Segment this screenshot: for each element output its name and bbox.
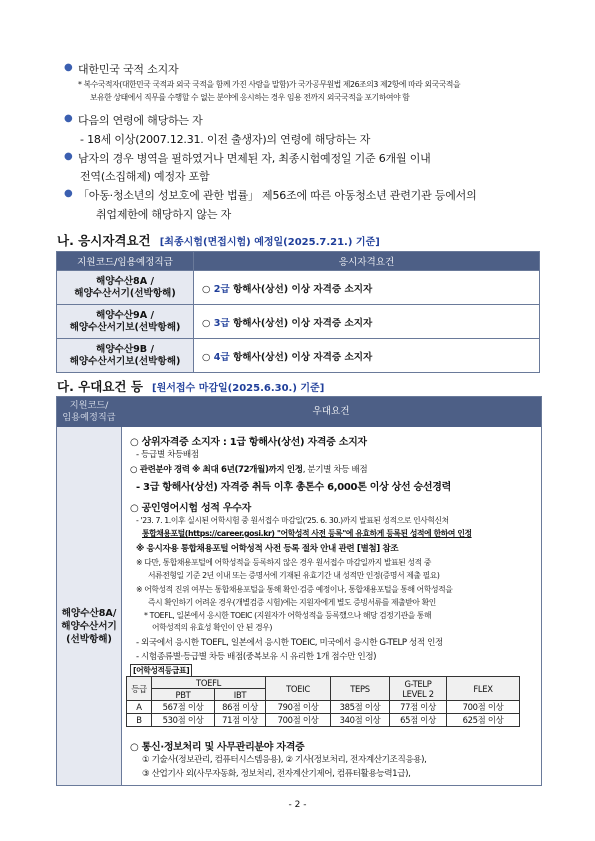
pref-line-8: ※ 응시자용 통합채용포털 어학성적 사전 등록 절차 안내 관련 [별첨] 참조 bbox=[136, 544, 399, 554]
section-na-heading bbox=[57, 230, 380, 249]
st-header-pbt: PBT bbox=[152, 689, 215, 701]
qt-header-req: 응시자격요건 bbox=[194, 252, 540, 271]
pref-line-9: ※ 다만, 통합채용포털에 어학성적을 등록하지 않은 경우 원서접수 마감일까지 발표된 성적 중 bbox=[136, 558, 431, 567]
st-cell: 700점 이상 bbox=[447, 701, 520, 714]
page-number: - 2 - bbox=[288, 800, 307, 810]
pref-line-6: - '23. 7. 1.이후 실시된 어학시험 중 원서접수 마감일('25. 6. 30.)까지 발표된 성적으로 인사혁신처 bbox=[136, 516, 449, 525]
nationality-note-2: 보유한 상태에서 직무를 수행할 수 없는 분야에 응시하는 경우 임용 전까지 외국국적을 포기하여야 함 bbox=[90, 93, 410, 102]
st-cell: 71점 이상 bbox=[215, 714, 266, 727]
st-cell: A bbox=[127, 701, 152, 714]
qt-req-cell: ○ 4급 항해사(상선) 이상 자격증 소지자 bbox=[194, 339, 540, 373]
pref-line-1: ○ 상위자격증 소지자 : 1급 항해사(상선) 자격증 소지자 bbox=[130, 437, 367, 448]
st-header-teps: TEPS bbox=[331, 677, 390, 701]
st-cell: 385점 이상 bbox=[331, 701, 390, 714]
nationality-text: 대한민국 국적 소지자 bbox=[78, 63, 179, 76]
age-line: - 18세 이상(2007.12.31. 이전 출생자)의 연령에 해당하는 자 bbox=[80, 133, 371, 146]
st-cell: 790점 이상 bbox=[266, 701, 331, 714]
st-cell: 65점 이상 bbox=[390, 714, 447, 727]
st-header-toefl: TOEFL bbox=[152, 677, 266, 689]
table-row bbox=[57, 339, 540, 373]
qualification-table bbox=[56, 251, 540, 373]
score-table-caption: [어학성적등급표] bbox=[130, 664, 192, 676]
child-law-cont: 취업제한에 해당하지 않는 자 bbox=[96, 208, 232, 221]
section-da-sub: [원서접수 마감일(2025.6.30.) 기준] bbox=[152, 383, 325, 394]
st-cell: B bbox=[127, 714, 152, 727]
nationality-note-1: * 복수국적자(대한민국 국적과 외국 국적을 함께 가진 사람을 말함)가 국가공무원법 제26조의3 제2항에 따라 외국국적을 bbox=[78, 80, 461, 89]
qt-code-cell: 해양수산9B / 해양수산서기보(선박항해) bbox=[57, 339, 194, 373]
qt-code-cell: 해양수산9A / 해양수산서기보(선박항해) bbox=[57, 305, 194, 339]
qt-code-cell: 해양수산8A / 해양수산서기(선박항해) bbox=[57, 271, 194, 305]
st-cell: 77점 이상 bbox=[390, 701, 447, 714]
pref-line-5: ○ 공인영어시험 성적 우수자 bbox=[130, 503, 251, 514]
st-cell: 700점 이상 bbox=[266, 714, 331, 727]
pref-line-11: ※ 어학성적 진위 여부는 통합채용포털을 통해 확인·검증 예정이나, 통합채용포털을 통해 어학성적을 bbox=[136, 585, 453, 594]
pref-header-code: 지원코드/ 임용예정직급 bbox=[57, 397, 121, 427]
pref-line-2: - 등급별 차등배점 bbox=[136, 450, 199, 460]
table-row bbox=[127, 701, 520, 714]
st-header-grade: 등급 bbox=[127, 677, 152, 701]
military-text: 남자의 경우 병역을 필하였거나 면제된 자, 최종시험예정일 기준 6개월 이내 bbox=[78, 152, 431, 165]
child-law-text: 「아동·청소년의 성보호에 관한 법률」 제56조에 따른 아동청소년 관련기관 등에서의 bbox=[78, 189, 477, 202]
age-text: 다음의 연령에 해당하는 자 bbox=[78, 114, 203, 127]
section-da-heading bbox=[57, 376, 324, 395]
pref-line-13: * TOEFL, 일본에서 응시한 TOEIC (지원자가 어학성적을 등록했으나 해당 검정기관을 통해 bbox=[144, 611, 432, 620]
st-header-ibt: IBT bbox=[215, 689, 266, 701]
section-na-sub: [최종시험(면접시험) 예정일(2025.7.21.) 기준] bbox=[159, 237, 380, 248]
qt-header-code: 지원코드/임용예정직급 bbox=[57, 252, 194, 271]
bullet-icon: ● bbox=[64, 151, 73, 162]
pref-line-7: 통합채용포털(https://career.gosi.kr) "어학성적 사전 등록"에 유효하게 등록된 성적에 한하여 인정 bbox=[142, 529, 472, 538]
pref-line-19: ③ 산업기사 외(사무자동화, 정보처리, 전자계산기제어, 컴퓨터활용능력1급), bbox=[142, 769, 411, 779]
pref-line-18: ① 기술사(정보관리, 컴퓨터시스템응용), ② 기사(정보처리, 전자계산기조직응용), bbox=[142, 755, 427, 765]
st-header-gtelp: G-TELP LEVEL 2 bbox=[390, 677, 447, 701]
table-row bbox=[57, 271, 540, 305]
st-header-toeic: TOEIC bbox=[266, 677, 331, 701]
table-row bbox=[127, 714, 520, 727]
pref-line-3: ○ 관련분야 경력 ※ 최대 6년(72개월)까지 인정, 분기별 차등 배점 bbox=[130, 465, 368, 475]
st-cell: 530점 이상 bbox=[152, 714, 215, 727]
st-cell: 625점 이상 bbox=[447, 714, 520, 727]
bullet-icon: ● bbox=[64, 113, 73, 124]
st-cell: 567점 이상 bbox=[152, 701, 215, 714]
section-da-title: 다. 우대요건 등 bbox=[57, 379, 143, 394]
qt-req-cell: ○ 2급 항해사(상선) 이상 자격증 소지자 bbox=[194, 271, 540, 305]
pref-code-column bbox=[57, 427, 122, 785]
language-score-table bbox=[126, 676, 520, 727]
table-row bbox=[57, 305, 540, 339]
pref-line-15: - 외국에서 응시한 TOEFL, 일본에서 응시한 TOEIC, 미국에서 응시한 G-TELP 성적 인정 bbox=[136, 638, 443, 648]
st-header-flex: FLEX bbox=[447, 677, 520, 701]
bullet-icon: ● bbox=[64, 188, 73, 199]
st-cell: 86점 이상 bbox=[215, 701, 266, 714]
qt-req-cell: ○ 3급 항해사(상선) 이상 자격증 소지자 bbox=[194, 305, 540, 339]
section-na-title: 나. 응시자격요건 bbox=[57, 233, 151, 248]
pref-line-12: 즉시 확인하기 어려운 경우(개별검증 시험)에는 지원자에게 별도 증빙서류를 제출받아 확인 bbox=[148, 598, 436, 607]
st-cell: 340점 이상 bbox=[331, 714, 390, 727]
pref-line-16: - 시험종류별·등급별 차등 배점(중복보유 시 유리한 1개 점수만 인정) bbox=[136, 652, 377, 662]
pref-header-req: 우대요건 bbox=[121, 397, 541, 427]
military-cont: 전역(소집해제) 예정자 포함 bbox=[80, 170, 210, 183]
pref-line-17: ○ 통신·정보처리 및 사무관리분야 자격증 bbox=[130, 742, 305, 753]
pref-line-14: 어학성적의 유효성 확인이 안 된 경우) bbox=[152, 623, 273, 632]
pref-line-4: - 3급 항해사(상선) 자격증 취득 이후 총톤수 6,000톤 이상 상선 승선경력 bbox=[136, 482, 451, 493]
bullet-icon: ● bbox=[64, 62, 73, 73]
pref-code-label: 해양수산8A/ 해양수산서기 (선박항해) bbox=[61, 608, 117, 645]
pref-line-10: 서류전형일 기준 2년 이내 또는 증명서에 기재된 유효기간 내 성적만 인정(증명서 제출 필요) bbox=[148, 571, 440, 580]
